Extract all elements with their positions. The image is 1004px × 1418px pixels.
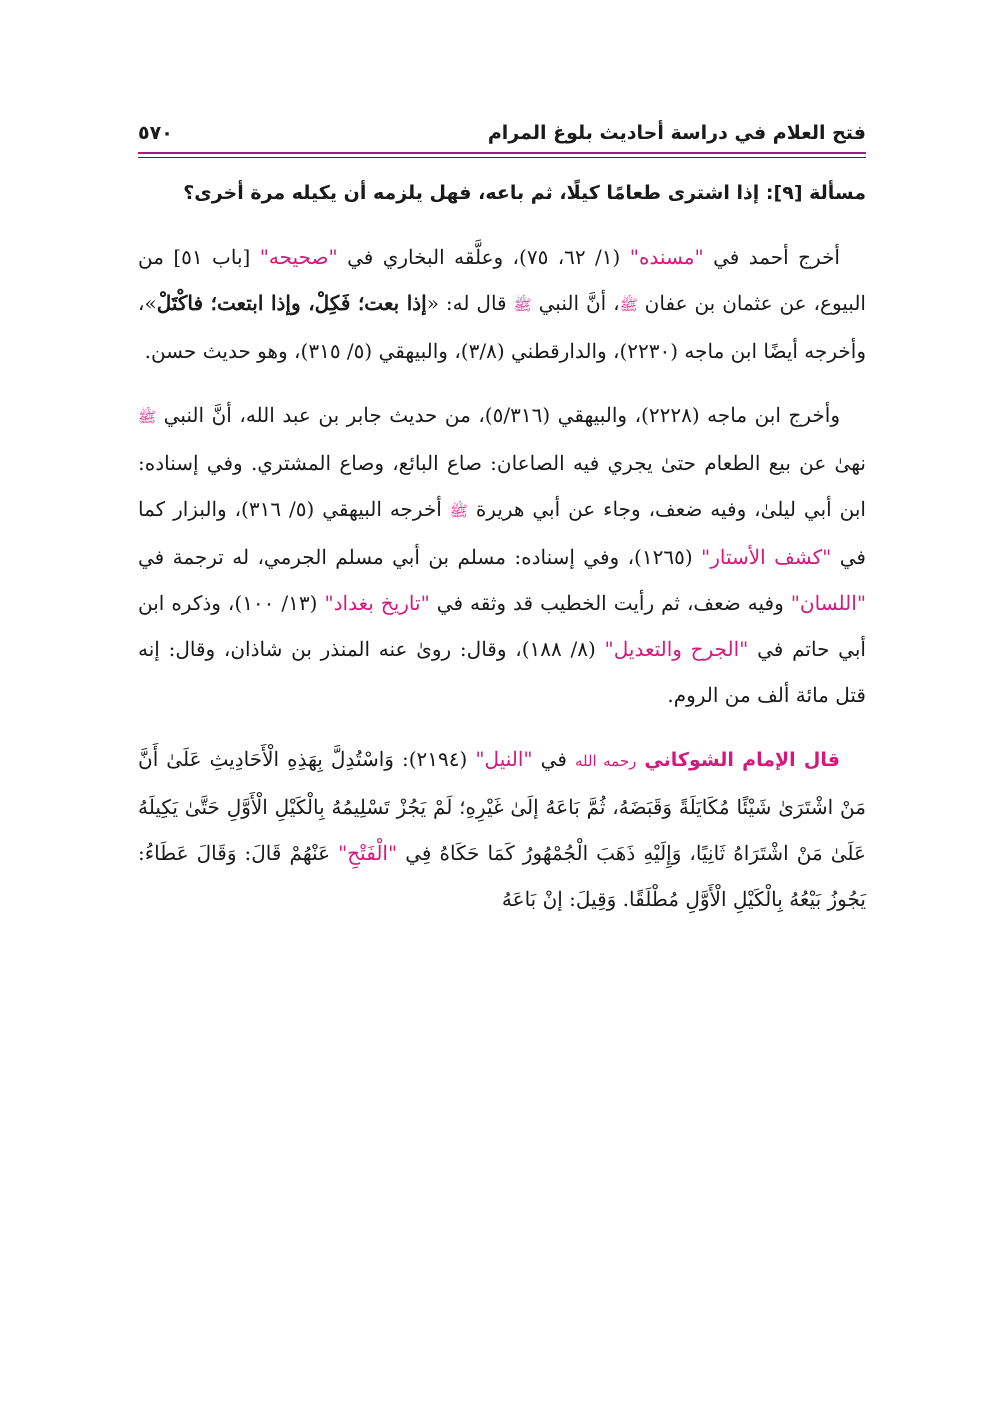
text-run: قال له: « [426,291,514,315]
question-text: إذا اشترى طعامًا كيلًا، ثم باعه، فهل يلزمه أن يكيله مرة أخرى؟ [183,182,760,204]
text-run: (٨/ ١٨٨)، وقال: روىٰ عنه المنذر بن شاذان، وقال: إنه قتل مائة ألف من الروم. [138,637,866,707]
book-reference: "صحيحه" [259,245,338,269]
text-run: (٢١٩٤): وَاسْتُدِلَّ بِهَذِهِ الْأَحَادِيثِ عَلَىٰ أَنَّ مَنْ اشْتَرَىٰ شَيْئًا مُكَايَلَةً وَقَبَضَهُ، ثُمَّ بَاعَهُ إلَىٰ غَيْرِهِ؛ لَمْ يَجُزْ تَسْلِيمُهُ بِالْكَيْلِ الْأَوَّلِ حَتَّىٰ يَكِيلَهُ عَلَىٰ مَنْ اشْتَرَاهُ ثَانِيًا، وَإِلَيْهِ ذَهَبَ الْجُمْهُورُ كَمَا حَكَاهُ فِي [138,747,866,865]
book-reference: "اللسان" [790,591,867,615]
honorific-symbol: ﷺ [513,296,532,314]
book-reference: "مسنده" [629,245,704,269]
text-run: وأخرج ابن ماجه (٢٢٢٨)، والبيهقي (٥/٣١٦)، من حديث جابر بن عبد الله، أنَّ النبي [156,403,840,427]
book-reference: "تاريخ بغداد" [324,591,430,615]
quoted-scholar: قال الإمام الشوكاني [644,749,840,771]
question-heading [138,170,866,216]
text-run: (١/ ٦٢، ٧٥)، وعلَّقه البخاري في [337,245,630,269]
text-run: وفيه ضعف، ثم رأيت الخطيب قد وثقه في [429,591,791,615]
text-run: أخرجه البيهقي (٥/ ٣١٦)، والبزار كما في [138,497,866,569]
question-label: مسألة [٩]: [765,182,866,204]
paragraph-3 [138,736,866,922]
paragraph-2 [138,392,866,718]
book-reference: "الْفَتْحِ" [338,841,398,865]
header-rule-thin [138,157,866,158]
text-run: »، وأخرجه أيضًا ابن ماجه (٢٢٣٠)، والدارقطني (٣/٨)، والبيهقي (٥/ ٣١٥)، وهو حديث حسن. [138,291,866,363]
book-reference: "كشف الأستار" [701,545,832,569]
honorific-symbol: ﷺ [449,502,468,520]
text-run: (١٣/ ١٠٠)، وذكره ابن أبي حاتم في [138,591,866,661]
text-run: (١٢٦٥)، وفي إسناده: مسلم بن أبي مسلم الجرمي، له ترجمة في [138,545,701,569]
page-number: ٥٧٠ [138,122,173,144]
honorific-symbol: ﷺ [138,408,157,426]
header-rule [138,152,866,154]
text-run: [باب ٥١] من البيوع، عن عثمان بن عفان [138,245,866,315]
text-run: أخرج أحمد في [703,245,840,269]
honorific-symbol: ﷺ [619,296,638,314]
text-run: عَنْهُمْ قَالَ: وَقَالَ عَطَاءُ: يَجُوزُ بَيْعُهُ بِالْكَيْلِ الْأَوَّلِ مُطْلَقًا. وَقِيلَ: إنْ بَاعَهُ [138,841,866,911]
book-title: فتح العلام في دراسة أحاديث بلوغ المرام [487,122,866,144]
text-run: نهىٰ عن بيع الطعام حتىٰ يجري فيه الصاعان: صاع البائع، وصاع المشتري. وفي إسناده: ابن أبي ليلىٰ، وفيه ضعف، وجاء عن أبي هريرة [138,451,866,521]
text-run: ، أنَّ النبي [531,291,620,315]
page-body [138,170,866,922]
book-reference: "النيل" [475,747,533,771]
page-header [138,118,866,154]
paragraph-1 [138,234,866,374]
book-reference: "الجرح والتعديل" [604,637,749,661]
hadith-quote: إذا بعت؛ فَكِلْ، وإذا ابتعت؛ فاكْتَلْ [156,291,427,315]
honorific-symbol: رحمه الله [574,752,637,770]
text-run: في [532,747,575,771]
